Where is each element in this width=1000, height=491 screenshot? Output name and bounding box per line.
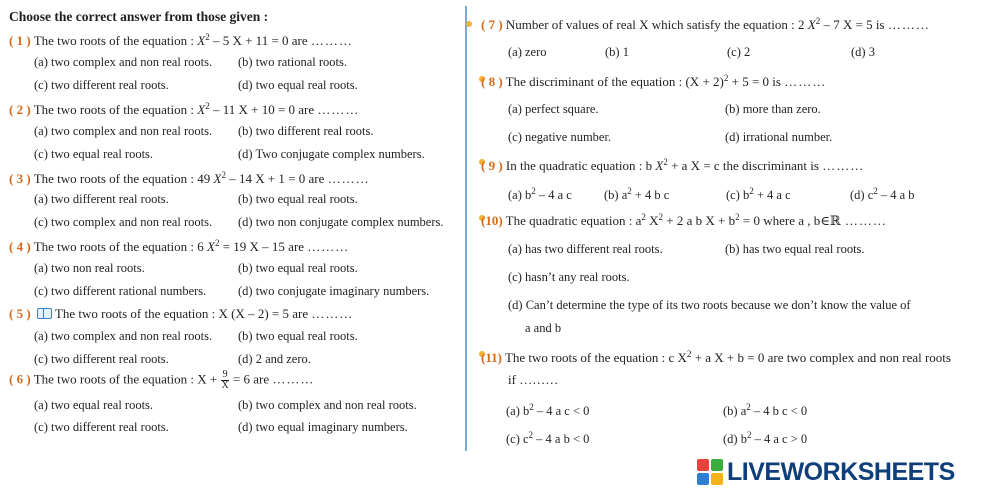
logo-tile [711,459,723,471]
fraction-denominator: X [221,380,229,391]
q11-option-c[interactable] [506,430,589,447]
option-text: (c) b [726,188,750,202]
q3-option-b[interactable]: (b) two equal real roots. [238,192,358,206]
answer-blank[interactable]: ……… [317,102,360,117]
q3-option-c[interactable]: (c) two complex and non real roots. [34,215,213,229]
option-text: (c) c [506,432,529,446]
exponent: 2 [746,402,751,412]
question-text: The discriminant of the equation : (X + 2) [502,74,724,89]
option-text: (a) b [506,404,530,418]
question-text: In the quadratic equation : b [502,158,656,173]
question-text: + a X = c the discriminant is [667,158,823,173]
q9-option-a[interactable] [508,186,572,203]
q9-option-d[interactable] [850,186,915,203]
variable: X [213,171,222,186]
q4-option-c[interactable]: (c) two different rational numbers. [34,284,207,298]
q2-option-d[interactable]: (d) Two conjugate complex numbers. [238,147,425,161]
answer-blank[interactable]: ……… [822,158,865,173]
option-text: – 4 a b [877,188,915,202]
q10-option-c[interactable]: (c) hasn’t any real roots. [508,270,630,284]
exponent: 2 [627,186,632,196]
question-3 [9,170,370,187]
variable: X [655,158,664,173]
instructions-heading: Choose the correct answer from those given : [9,9,269,24]
option-text: – 4 a c [535,188,572,202]
question-text: The two roots of the equation : 6 [33,239,207,254]
exponent: 2 [723,73,729,83]
answer-blank[interactable]: ……… [327,171,370,186]
exponent: 2 [205,101,210,111]
option-text: (d) b [723,432,747,446]
q2-option-b[interactable]: (b) two different real roots. [238,124,374,138]
answer-blank[interactable]: ……… [887,17,930,32]
exponent: 2 [686,349,692,359]
question-6 [9,370,314,391]
q2-option-a[interactable]: (a) two complex and non real roots. [34,124,213,138]
q8-option-a[interactable]: (a) perfect square. [508,102,599,116]
answer-blank[interactable]: ……… [310,33,353,48]
exponent: 2 [205,32,210,42]
question-text: – 11 X + 10 = 0 are [209,102,318,117]
logo-tile [697,473,709,485]
q4-option-b[interactable]: (b) two equal real roots. [238,261,358,275]
question-number: ( 1 ) [9,33,31,48]
question-text: – 14 X + 1 = 0 are [225,171,328,186]
exponent: 2 [663,157,668,167]
q11-option-d[interactable] [723,430,807,447]
exponent: 2 [641,212,646,222]
option-text: (a) b [508,188,532,202]
exponent: 2 [658,212,664,222]
q10-option-d-continued: a and b [525,321,562,335]
brand-name: LIVEWORKSHEETS [727,457,955,486]
option-text: – 4 b c < 0 [750,404,808,418]
exponent: 2 [528,430,534,440]
question-text: + 5 = 0 is [728,74,785,89]
answer-blank[interactable]: ……… [272,371,315,387]
q1-option-b[interactable]: (b) two rational roots. [238,55,348,69]
answer-blank[interactable]: ……… [307,239,350,254]
q1-option-d[interactable]: (d) two equal real roots. [238,78,358,92]
question-number: ( 6 ) [9,371,31,387]
q5-option-a[interactable]: (a) two complex and non real roots. [34,329,213,343]
question-number: ( 4 ) [9,239,31,254]
answer-blank[interactable]: ……… [311,306,354,321]
question-number: ( 3 ) [9,171,31,186]
exponent: 2 [746,430,752,440]
question-4 [9,238,349,255]
q1-option-c[interactable]: (c) two different real roots. [34,78,169,92]
q7-option-b[interactable]: (b) 1 [605,45,629,59]
q3-option-d[interactable]: (d) two non conjugate complex numbers. [238,215,444,229]
q5-option-c[interactable]: (c) two different real roots. [34,352,169,366]
q4-option-d[interactable]: (d) two conjugate imaginary numbers. [238,284,430,298]
question-number: ( 9 ) [481,158,503,173]
variable: X [207,239,215,254]
option-text: – 4 a c > 0 [751,432,808,446]
logo-mark-icon [697,459,723,485]
question-text: The quadratic equation : a [502,213,642,228]
q9-option-b[interactable] [604,186,669,203]
option-text: – 4 a b < 0 [533,432,590,446]
q1-option-a[interactable]: (a) two complex and non real roots. [34,55,213,69]
option-text: (b) a [604,188,628,202]
q9-option-c[interactable] [726,186,791,203]
q4-option-a[interactable]: (a) two non real roots. [34,261,145,275]
question-text: The two roots of the equation : 49 [33,171,214,186]
question-text: The two roots of the equation : X (X – 2) = 5 are [54,306,312,321]
q11-option-b[interactable] [723,402,807,419]
q6-option-a[interactable]: (a) two equal real roots. [34,398,154,412]
question-number: ( 2 ) [9,102,31,117]
question-number: ( 7 ) [481,17,503,32]
q8-option-c[interactable]: (c) negative number. [508,130,612,144]
exponent: 2 [735,212,740,222]
question-9 [481,157,864,174]
answer-blank[interactable]: ……… [840,213,887,228]
exponent: 2 [531,186,536,196]
question-text: Number of values of real X which satisfy the equation : 2 [502,17,808,32]
variable: X [197,102,206,117]
option-text: + 4 a c [753,188,791,202]
question-text: – 7 X = 5 is [820,17,888,32]
question-text: + 2 a b X + b [663,213,736,228]
option-text: (d) c [850,188,874,202]
question-text: X [645,213,659,228]
q5-option-d[interactable]: (d) 2 and zero. [238,352,311,366]
question-text: The two roots of the equation : c X [501,350,687,365]
question-number: (10) [481,213,503,228]
question-text: The two roots of the equation : [33,102,198,117]
exponent: 2 [815,16,821,26]
q10-option-d[interactable]: (d) Can’t determine the type of its two roots because we don’t know the value of [508,298,911,312]
question-text: – 5 X + 11 = 0 are [209,33,311,48]
q2-option-c[interactable]: (c) two equal real roots. [34,147,154,161]
question-number: ( 8 ) [481,74,503,89]
option-text: (b) a [723,404,747,418]
question-text: The two roots of the equation : X + [33,371,221,387]
bullet-dot [466,21,472,27]
q8-option-b[interactable]: (b) more than zero. [725,102,821,116]
question-5 [9,306,353,322]
q10-option-b[interactable]: (b) has two equal real roots. [725,242,865,256]
q6-option-b[interactable]: (b) two complex and non real roots. [238,398,417,412]
question-text: = 19 X – 15 are [219,239,308,254]
question-11-continued[interactable]: if ……… [508,372,559,387]
q6-option-c[interactable]: (c) two different real roots. [34,420,169,434]
q7-option-c[interactable]: (c) 2 [727,45,751,59]
option-text: + 4 b c [631,188,670,202]
q7-option-a[interactable]: (a) zero [508,45,547,59]
logo-tile [697,459,709,471]
fraction [221,370,228,391]
question-number: ( 5 ) [9,306,31,321]
exponent: 2 [873,186,878,196]
question-2 [9,101,359,118]
fraction-numerator: 9 [222,369,228,380]
question-8 [481,73,826,90]
book-icon [37,308,52,319]
question-text: = 6 are [229,371,273,387]
exponent: 2 [529,402,534,412]
question-number: (11) [481,350,502,365]
variable: X [807,17,816,32]
question-10 [481,212,887,229]
question-text: The two roots of the equation : [33,33,198,48]
exponent: 2 [214,238,220,248]
q7-option-d[interactable]: (d) 3 [851,45,875,59]
question-text: + a X + b = 0 are two complex and non real roots [691,350,951,365]
question-text: = 0 where a , b [739,213,821,228]
q5-option-b[interactable]: (b) two equal real roots. [238,329,358,343]
q10-option-a[interactable]: (a) has two different real roots. [508,242,663,256]
q6-option-d[interactable]: (d) two equal imaginary numbers. [238,420,408,434]
logo-tile [711,473,723,485]
column-divider [465,6,467,451]
liveworksheets-logo [697,455,955,489]
answer-blank[interactable]: ……… [784,74,827,89]
q3-option-a[interactable]: (a) two different real roots. [34,192,169,206]
real-numbers-symbol: ∈ℝ [820,213,841,228]
exponent: 2 [749,186,754,196]
option-text: – 4 a c < 0 [533,404,590,418]
question-7 [481,16,930,33]
question-1 [9,32,353,49]
variable: X [197,33,206,48]
exponent: 2 [221,170,226,180]
q11-option-a[interactable] [506,402,589,419]
question-11 [481,349,951,366]
q8-option-d[interactable]: (d) irrational number. [725,130,833,144]
